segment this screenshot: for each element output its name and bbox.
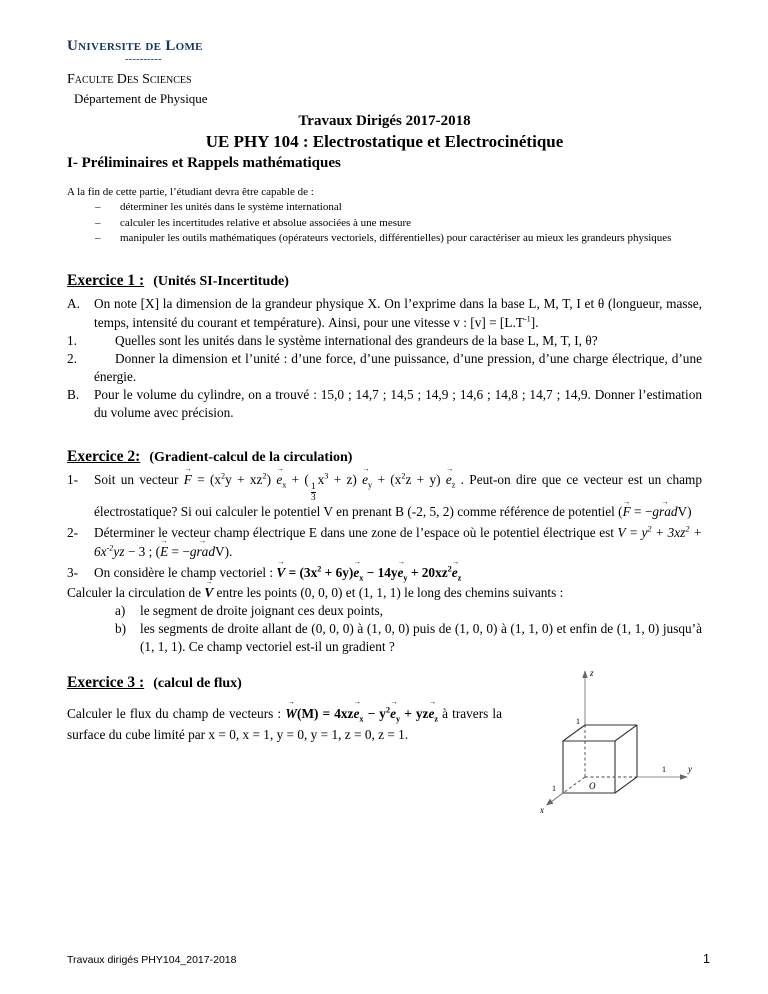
exercise2-subitem-a xyxy=(115,602,702,620)
exercise1-item-2 xyxy=(67,350,702,386)
exercise2-item-2 xyxy=(67,524,702,560)
page-number: 1 xyxy=(703,952,710,966)
axis-ticks xyxy=(552,717,666,793)
x-arrowhead xyxy=(546,799,553,806)
objective-item xyxy=(95,200,702,215)
exercise3-heading xyxy=(67,674,502,692)
course-title: UE PHY 104 : Electrostatique et Electrocinétique xyxy=(205,131,564,151)
x-tick-label: 1 xyxy=(552,783,556,793)
cube-hidden-edges xyxy=(563,725,637,793)
item-label: 2- xyxy=(67,525,79,541)
item-label: 2. xyxy=(67,350,77,366)
item-text: le segment de droite joignant ces deux points, xyxy=(140,602,383,618)
item-label: 1. xyxy=(67,332,77,348)
item-text: les segments de droite allant de (0, 0, 0) à (1, 0, 0) puis de (1, 0, 0) à (1, 1, 0) et enfin de (1, 1, 0) jusqu’à (1, 1, 1). Ce champ vectoriel est-il un gradient ? xyxy=(140,620,702,654)
y-tick-label: 1 xyxy=(662,764,666,774)
exercise2-subitem-b xyxy=(115,620,702,656)
circulation-statement: Calculer la circulation de V → entre les points (0, 0, 0) et (1, 1, 1) le long des chemins suivants : xyxy=(67,584,702,602)
footer-document-id: Travaux dirigés PHY104_2017-2018 xyxy=(67,954,237,966)
item-text: Soit un vecteur F → = $(x^2y + xz^2)$ $e \to_x$ + ( $\frac{1}{3}$ $x^3 + z$) $e \to_y + (x^2z + y)$ $e \to_z$ . Peut-on dire que ce vecteur est un champ électrostatique? Si oui calculer le potentiel V en prenant B (-2, 5, 2) comme référence de potentiel (F → = −grad →V) xyxy=(94,471,702,521)
exercise2-item-1 xyxy=(67,471,702,521)
y-axis-label: y xyxy=(688,763,692,774)
item-text: On considère le champ vectoriel : V → = $(3x^2 + 6y)e \to_x - 14ye \to_y + 20xz^2e \to_z$ xyxy=(94,564,702,582)
item-text: Donner la dimension et l’unité : d’une force, d’une puissance, d’une pression, d’une charge électrique, d’une énergie. xyxy=(94,350,702,384)
item-label: a) xyxy=(115,602,126,618)
cube-figure xyxy=(510,662,702,818)
dash-bullet: – xyxy=(95,201,101,214)
top-left-depth-edge xyxy=(563,725,585,741)
dash-bullet: – xyxy=(95,216,101,229)
item-label: 1- xyxy=(67,472,79,487)
document-title: Travaux Dirigés 2017-2018 xyxy=(298,112,471,129)
item-label: 3- xyxy=(67,564,79,580)
y-arrowhead xyxy=(680,774,688,779)
objectives-lead: A la fin de cette partie, l’étudiant devra être capable de : xyxy=(67,185,314,198)
exercise1-item-B xyxy=(67,386,702,422)
z-axis-label: z xyxy=(590,667,594,678)
item-label: B. xyxy=(67,386,80,402)
faculty-name: Faculte Des Sciences xyxy=(67,71,192,87)
objective-text: manipuler les outils mathématiques (opérateurs vectoriels, différentielles) pour caractériser au mieux les grandeurs physiques xyxy=(120,232,672,245)
bottom-right-depth-edge xyxy=(615,777,637,793)
letterhead-divider: ---------- xyxy=(125,53,162,65)
item-label: A. xyxy=(67,296,80,312)
exercise3-text-column xyxy=(67,674,502,818)
cube-visible-edges xyxy=(563,725,637,793)
letterhead xyxy=(67,38,702,107)
exercise1-heading xyxy=(67,272,702,290)
z-arrowhead xyxy=(582,670,587,678)
item-text: Déterminer le vecteur champ électrique E dans une zone de l’espace où le potentiel électrique est $V = y^2 + 3xz^2 + 6x^{-2}yz - 3$ ; (E → = −grad →V). xyxy=(94,524,702,560)
page-footer xyxy=(67,952,710,966)
objective-text: calculer les incertitudes relative et absolue associées à une mesure xyxy=(120,216,412,229)
item-text: Pour le volume du cylindre, on a trouvé : 15,0 ; 14,7 ; 14,5 ; 14,9 ; 14,6 ; 14,8 ; 14,7 ; 14,9. Donner l’estimation du volume avec précision. xyxy=(94,386,702,420)
origin-label: O xyxy=(589,780,596,791)
x-axis-label: x xyxy=(540,804,544,815)
section-heading: I- Préliminaires et Rappels mathématiques xyxy=(67,154,341,171)
exercise3-block xyxy=(67,667,702,818)
exercise2-subtitle: (Gradient-calcul de la circulation) xyxy=(149,450,353,465)
exercise2-item-3 xyxy=(67,564,702,582)
objective-item xyxy=(95,231,702,246)
exercise3-subtitle: (calcul de flux) xyxy=(153,675,242,691)
axes xyxy=(551,676,682,802)
university-name: Universite de Lome xyxy=(67,38,203,54)
z-tick-label: 1 xyxy=(576,716,580,726)
item-label: b) xyxy=(115,620,127,636)
item-text: Quelles sont les unités dans le système international des grandeurs de la base L, M, T, I, θ? xyxy=(115,332,598,348)
objective-text: déterminer les unités dans le système international xyxy=(120,201,342,214)
x-axis[interactable] xyxy=(551,793,563,802)
exercise2-heading xyxy=(67,448,702,466)
dash-bullet: – xyxy=(95,232,101,245)
top-right-depth-edge xyxy=(615,725,637,741)
department-name: Département de Physique xyxy=(74,90,208,106)
item-text: On note [X] la dimension de la grandeur physique X. On l’exprime dans la base L, M, T, I et θ (longueur, masse, temps, intensité du courant et température). Ainsi, pour une vitesse v : $[v] = [L.T^{-1}]$. xyxy=(94,296,702,330)
exercise2-title: Exercice 2: xyxy=(67,448,141,465)
exercise1-subtitle: (Unités SI-Incertitude) xyxy=(153,274,289,290)
objectives-block xyxy=(67,185,702,247)
objective-item xyxy=(95,216,702,231)
exercise1-item-1 xyxy=(67,332,702,350)
exercise3-title: Exercice 3 : xyxy=(67,673,145,691)
exercise1-title: Exercice 1 : xyxy=(67,272,145,290)
exercise1-item-A xyxy=(67,295,702,331)
bottom-left-depth-edge xyxy=(563,777,585,793)
exercise3-statement: Calculer le flux du champ de vecteurs : $W \to(M) = 4xze \to_x - y^2e \to_y$ + yze $\to_z$ à travers la surface du cube limité par x = 0, x = 1, y = 0, y = 1, z = 0, z = 1. xyxy=(67,704,502,745)
